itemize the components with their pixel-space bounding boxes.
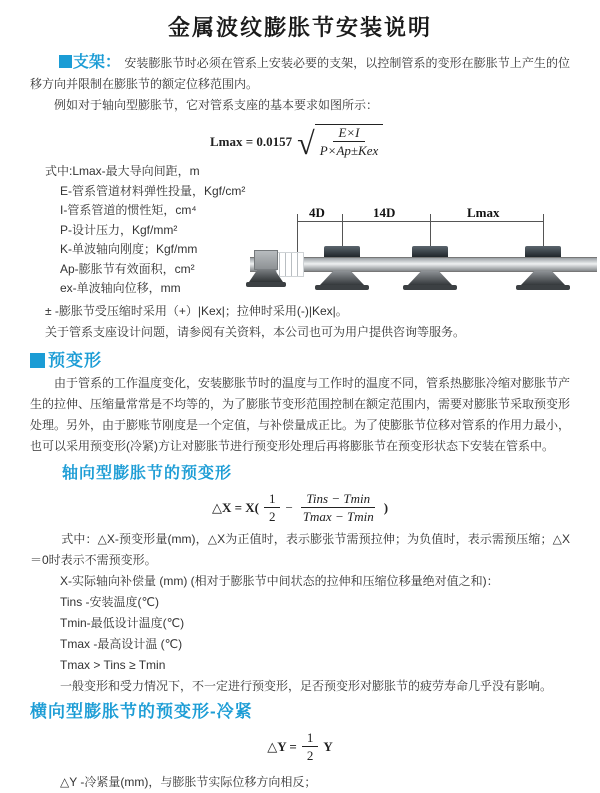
page-title: 金属波纹膨胀节安装说明	[167, 15, 432, 40]
predeform-section-heading-row	[30, 350, 600, 371]
axial-definition-lines	[30, 571, 600, 697]
lateral-subheading: 横向型膨胀节的预变形-冷紧	[30, 701, 253, 721]
half-denominator: 2	[306, 747, 314, 763]
axial-closing-line: 一般变形和受力情况下，不一定进行预变形，足否预变形对膨胀节的疲劳寿命几乎没有影响。	[60, 678, 553, 693]
definition-item: 式中:Lmax-最大导向间距，m	[45, 164, 200, 178]
bellows-expansion-joint	[276, 252, 304, 277]
half-numerator: 1	[302, 730, 319, 747]
anchor-base	[246, 282, 286, 287]
anchor-support	[254, 250, 278, 270]
lmax-formula-fraction	[315, 124, 384, 158]
predeform-body-paragraph: 由于管系的工作温度变化，安装膨胀节时的温度与工作时的温度不同，管系热膨胀冷缩对膨胀节产生的拉伸、压缩量常常是不均等的，为了膨胀节变形范围控制在额定范围内，需要对膨胀节采取预变形处理。另外，由于膨账节刚度是一个定值，与补偿量成正比。为了使膨胀节位移对管系的作用力最小，也可以采用预变形(冷紧)方让对膨胀节进行预变形处理后再将膨胀节在预变形状态下安装在管系中。	[30, 375, 571, 453]
support-base	[516, 285, 570, 290]
dimension-label-lmax: Lmax	[464, 205, 503, 221]
lmax-formula-denominator: P×Ap±Kex	[319, 143, 379, 158]
lmax-formula-numerator: E×I	[333, 125, 364, 142]
axial-where-line: 式中：△X-预变形量(mm)，△X为正值时，表示膨张节需预拉伸；为负值时，表示需预压缩；△X＝0时表示不需预变形。	[30, 531, 570, 567]
definition-item: I-管系管道的惯性矩，cm⁴	[60, 203, 197, 217]
definition-item: K-单波轴向刚度；Kgf/mm	[60, 242, 198, 256]
half-denominator: 2	[268, 508, 276, 524]
lmax-formula-sqrt	[297, 124, 383, 161]
lateral-note: △Y -冷紧量(mm)，与膨胀节实际位移方向相反；	[60, 774, 317, 789]
lateral-formula-lhs: △Y =	[267, 738, 297, 754]
consult-note: 关于管系支座设计问题，请参阅有关资料，本公司也可为用户提供咨询等服务。	[45, 325, 466, 339]
support-pedestal	[521, 271, 565, 285]
guide-support	[312, 207, 372, 304]
axial-line: X-实际轴向补偿量 (mm) (相对于膨胀节中间状态的拉伸和压缩位移量绝对值之和)：	[60, 573, 499, 588]
definition-item: E-管系管道材料弹性投量，Kgf/cm²	[60, 183, 246, 198]
dimension-label-4d: 4D	[306, 205, 328, 221]
support-pedestal	[408, 271, 452, 285]
guide-support	[400, 207, 460, 304]
pipe-support-diagram	[250, 207, 597, 304]
guide-support	[513, 207, 573, 304]
dimension-label-14d: 14D	[370, 205, 398, 221]
support-section-heading: 支架：	[72, 54, 121, 71]
support-clamp	[412, 246, 448, 257]
support-base	[403, 285, 457, 290]
lmax-formula-lhs: Lmax = 0.0157	[210, 133, 293, 149]
lateral-formula-half	[302, 730, 319, 763]
definition-item: Ap-膨胀节有效面积，cm²	[60, 261, 195, 276]
lateral-formula	[0, 730, 600, 763]
dimension-tick	[297, 214, 298, 257]
axial-line: Tmin-最低设计温度(℃)	[60, 615, 185, 630]
axial-line: Tmax -最高设计温 (℃)	[60, 636, 183, 651]
axial-formula-rhs: )	[383, 499, 389, 515]
definition-item: ex-单波轴向位移，mm	[60, 281, 181, 295]
plusminus-note: ± -膨胀节受压缩时采用（+）|Kex|；拉伸时采用(-)|Kex|。	[45, 303, 348, 318]
temp-numerator: Tins − Tmin	[301, 491, 375, 508]
support-pedestal	[320, 271, 364, 285]
lateral-formula-rhs: Y	[323, 738, 333, 754]
support-base	[315, 285, 369, 290]
radical-icon: √	[297, 125, 315, 161]
axial-formula	[0, 491, 600, 524]
section-square-icon	[59, 55, 72, 68]
support-clamp	[525, 246, 561, 257]
axial-formula-temp-fraction	[298, 491, 379, 524]
axial-line: Tmax > Tins ≥ Tmin	[60, 657, 166, 672]
support-example-line: 例如对于轴向型膨胀节，它对管系支座的基本要求如图所示：	[54, 98, 379, 112]
support-clamp	[324, 246, 360, 257]
half-numerator: 1	[264, 491, 281, 508]
axial-subheading: 轴向型膨胀节的预变形	[62, 464, 233, 482]
document-page	[0, 14, 600, 789]
support-intro-text: 安装膨胀节时必须在管系上安装必要的支架，以控制管系的变形在膨胀节上产生的位移方向并限制在膨胀节的额定位移范围内。	[30, 56, 570, 91]
axial-line: Tins -安装温度(℃)	[60, 594, 160, 609]
lateral-note-block	[30, 772, 600, 793]
section-square-icon	[30, 353, 45, 368]
temp-denominator: Tmax − Tmin	[302, 508, 374, 524]
minus-sign: −	[285, 499, 293, 515]
predeform-section-heading: 预变形	[48, 350, 102, 370]
axial-formula-lhs: △X = X(	[211, 499, 259, 515]
lmax-formula	[0, 124, 600, 161]
definition-item: P-设计压力，Kgf/mm²	[60, 222, 178, 237]
axial-formula-half	[264, 491, 281, 524]
support-intro-paragraph	[30, 52, 570, 95]
